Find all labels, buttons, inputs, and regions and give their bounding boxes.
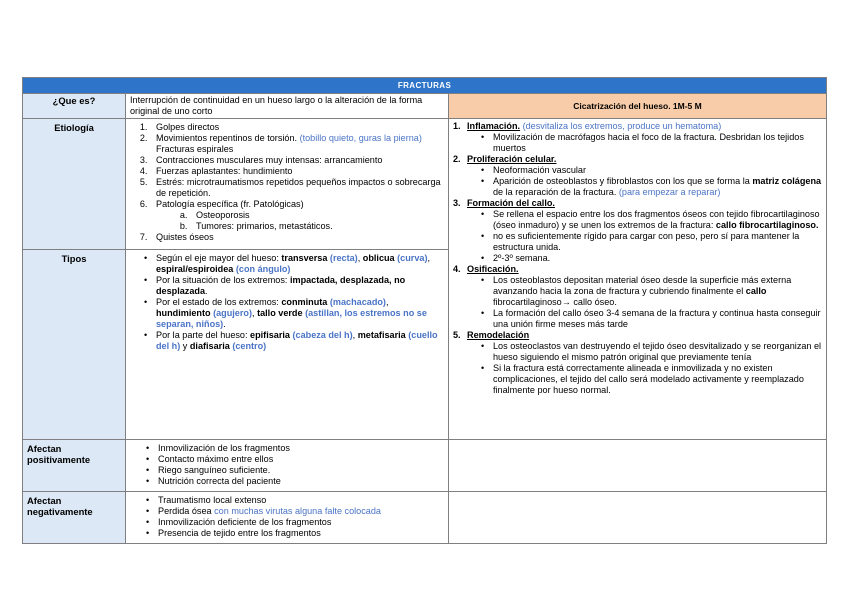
etiologia-list [130, 122, 444, 243]
list-item: 7. Quistes óseos [150, 232, 444, 243]
list-item: • Según el eje mayor del hueso: transversa (recta), oblicua (curva), espiral/espiroidea (con ángulo) [144, 253, 444, 275]
cicatrizacion-title: Cicatrización del hueso. 1M-5 M [449, 94, 827, 119]
list-item: • Aparición de osteoblastos y fibroblastos con los que se forma la matriz colágena de la reparación de la fractura. (para empezar a reparar) [481, 176, 822, 198]
row-que-es [23, 94, 827, 119]
stage-title: Inflamación. [467, 121, 521, 131]
list-item: • Inmovilización de los fragmentos [146, 443, 444, 454]
label-etiologia: Etiología [23, 119, 126, 250]
list-item: • Por la situación de los extremos: impactada, desplazada, no desplazada. [144, 275, 444, 297]
row-afectan-positivamente [23, 440, 827, 492]
list-item: • La formación del callo óseo 3-4 semana de la fractura y continua hasta conseguir una unión firme meses más tarde [481, 308, 822, 330]
list-item: • Por el estado de los extremos: conminuta (machacado), hundimiento (agujero), tallo verde (astillan, los estremos no se separan, niños). [144, 297, 444, 330]
stage-title: Formación del callo. [467, 198, 555, 208]
list-item: 5. Estrés: microtraumatismos repetidos pequeños impactos o sobrecarga de repetición. [150, 177, 444, 199]
stage-title: Remodelación [467, 330, 530, 340]
label-tipos: Tipos [23, 250, 126, 440]
document-page [22, 77, 826, 544]
label-que-es: ¿Que es? [23, 94, 126, 119]
tipos-list [130, 253, 444, 352]
list-item: • Nutrición correcta del paciente [146, 476, 444, 487]
list-item: • Los osteoclastos van destruyendo el tejido óseo desvitalizado y se reorganizan el hueso siguiendo el mismo patrón original que previamente tenía [481, 341, 822, 363]
list-item: 2. Movimientos repentinos de torsión. (tobillo quieto, guras la pierna) Fracturas espirales [150, 133, 444, 155]
list-item: • Por la parte del hueso: epifisaria (cabeza del h), metafisaria (cuello del h) y diafisaria (centro) [144, 330, 444, 352]
stage-title: Proliferación celular. [467, 154, 557, 164]
list-item: • Traumatismo local extenso [146, 495, 444, 506]
empty-cell [449, 440, 827, 492]
stage-title: Osificación. [467, 264, 519, 274]
list-item: • Los osteoblastos depositan material óseo desde la superficie más externa avanzando hacia la zona de fractura y cubriendo finalmente el callo fibrocartilaginoso→ callo óseo. [481, 275, 822, 308]
list-item: • Movilización de macrófagos hacia el foco de la fractura. Desbridan los tejidos muertos [481, 132, 822, 154]
list-item: • Neoformación vascular [481, 165, 822, 176]
list-item: 6. Patología específica (fr. Patológicas) a. Osteoporosis b. Tumores: primarios, metastáticos. [150, 199, 444, 232]
empty-cell [449, 492, 827, 544]
list-item: • Si la fractura está correctamente alineada e inmovilizada y no existen complicaciones, el tejido del callo será modelado activamente y reemplazado finalmente por hueso normal. [481, 363, 822, 396]
list-item: • Se rellena el espacio entre los dos fragmentos óseos con tejido fibrocartilaginoso (óseo inmaduro) y se unen los extremos de la fractura: callo fibrocartilaginoso. [481, 209, 822, 231]
label-afectan-negativamente: Afectan negativamente [23, 492, 126, 544]
row-afectan-negativamente [23, 492, 827, 544]
list-item: 1. Golpes directos [150, 122, 444, 133]
list-item: 3. Contracciones musculares muy intensas: arrancamiento [150, 155, 444, 166]
list-item: • Riego sanguíneo suficiente. [146, 465, 444, 476]
que-es-text: Interrupción de continuidad en un hueso largo o la alteración de la forma original de uno corto [126, 94, 449, 119]
list-item: • no es suficientemente rígido para cargar con peso, pero sí para mantener la estructura unida. [481, 231, 822, 253]
cicatrizacion-content [449, 119, 827, 440]
list-item: • Presencia de tejido entre los fragmentos [146, 528, 444, 539]
row-etiologia [23, 119, 827, 250]
stage-remodelacion: 5. Remodelación • Los osteoclastos van destruyendo el tejido óseo desvitalizado y se reorganizan el hueso siguiendo el mismo patrón original que previamente tenía • Si la fractura está correctamente alineada e inmovilizada y no existen complicaciones, el tejido del callo será modelado activamente y reemplazado finalmente por hueso normal. [453, 330, 822, 396]
table-title: FRACTURAS [23, 78, 827, 94]
list-item: • 2º-3º semana. [481, 253, 822, 264]
stage-osificacion: 4. Osificación. • Los osteoblastos depositan material óseo desde la superficie más externa avanzando hacia la zona de fractura y cubriendo finalmente el callo fibrocartilaginoso→ callo óseo. • La formación del callo óseo 3-4 semana de la fractura y continua hasta conseguir una unión firme meses más tarde [453, 264, 822, 330]
list-item: a. Osteoporosis [190, 210, 444, 221]
list-item: b. Tumores: primarios, metastáticos. [190, 221, 444, 232]
table-header-row [23, 78, 827, 94]
list-item: • Perdida ósea con muchas virutas alguna falte colocada [146, 506, 444, 517]
stage-proliferacion: 2. Proliferación celular. • Neoformación vascular • Aparición de osteoblastos y fibroblastos con los que se forma la matriz colágena de la reparación de la fractura. (para empezar a reparar) [453, 154, 822, 198]
list-item: 4. Fuerzas aplastantes: hundimiento [150, 166, 444, 177]
afectan-positivamente-content [126, 440, 449, 492]
afectan-negativamente-content [126, 492, 449, 544]
etiologia-content [126, 119, 449, 250]
stage-formacion-callo: 3. Formación del callo. • Se rellena el espacio entre los dos fragmentos óseos con tejido fibrocartilaginoso (óseo inmaduro) y se unen los extremos de la fractura: callo fibrocartilaginoso. • no es suficientemente rígido para cargar con peso, pero sí para mantener la estructura unida. • 2º-3º semana. [453, 198, 822, 264]
list-item: • Contacto máximo entre ellos [146, 454, 444, 465]
tipos-content [126, 250, 449, 440]
fracturas-table [22, 77, 827, 544]
cicatrizacion-stages [453, 121, 822, 396]
stage-inflamacion: 1. Inflamación. (desvitaliza los extremos, produce un hematoma) • Movilización de macrófagos hacia el foco de la fractura. Desbridan los tejidos muertos [453, 121, 822, 154]
list-item: • Inmovilización deficiente de los fragmentos [146, 517, 444, 528]
etiologia-sublist [156, 210, 444, 232]
label-afectan-positivamente: Afectan positivamente [23, 440, 126, 492]
